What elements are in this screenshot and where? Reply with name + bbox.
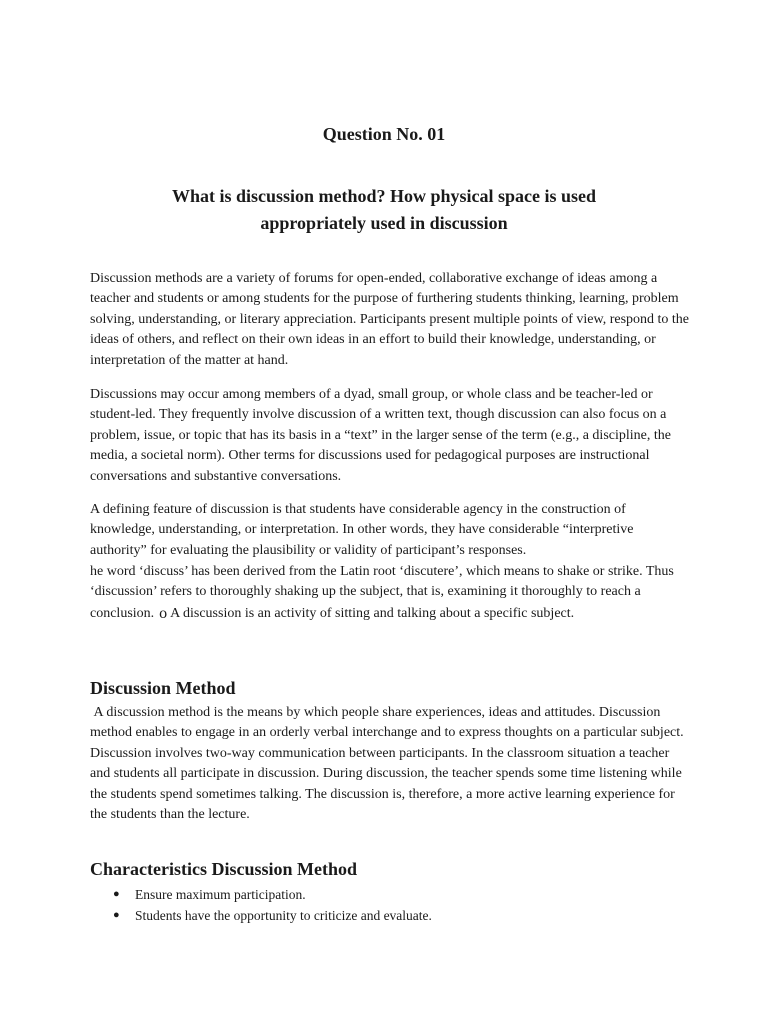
paragraph-discussion-forms: Discussions may occur among members of a dyad, small group, or whole class and be teacher-led or student-led. They frequently involve discussion of a written text, though discussion can also focus on a problem, issue, or topic that has its basis in a “text” in the larger sense of the term (e.g., a discipline, the media, a societal norm). Other terms for discussions used for pedagogical purposes are instructional conversations and substantive conversations. <box>90 387 671 484</box>
etymology-definition-text: A discussion is an activity of sitting and talking about a specific subject. <box>170 605 575 621</box>
discussion-method-text: A discussion method is the means by which people share experiences, ideas and attitudes. Discussion method enables to engage in an orderly verbal interchange and to express thoughts on a particular subject. Discussion involves two-way communication between participants. In the classroom situation a teacher and students all participate in discussion. During discussion, the teacher spends some time listening while the students spend sometimes talking. The discussion is, therefore, a more active learning experience for the students than the lecture. <box>90 705 684 823</box>
section-heading-discussion-method: Discussion Method <box>90 678 236 698</box>
paragraph-etymology <box>90 562 690 624</box>
etymology-text: he word ‘discuss’ has been derived from the Latin root ‘discutere’, which means to shake or strike. Thus ‘discussion’ refers to thoroughly shaking up the subject, that is, examining it thoroughly to reach a conclusion. <box>90 564 674 621</box>
paragraph-definition: Discussion methods are a variety of forums for open-ended, collaborative exchange of ideas among a teacher and students or among students for the purpose of furthering students thinking, learning, problem solving, understanding, or literary appreciation. Participants present multiple points of view, respond to the ideas of others, and reflect on their own ideas in an effort to build their knowledge, understanding, or interpretation of the matter at hand. <box>90 271 690 368</box>
small-circle-icon: o <box>159 604 168 622</box>
list-item-text: Ensure maximum participation. <box>135 887 306 902</box>
list-item-text: Students have the opportunity to criticize and evaluate. <box>135 908 432 923</box>
bullet-icon: ● <box>113 888 120 900</box>
list-item <box>108 905 432 926</box>
question-number-heading: Question No. 01 <box>322 124 446 144</box>
list-item <box>108 884 432 905</box>
question-title: What is discussion method? How physical space is used appropriately used in discussion <box>171 186 597 233</box>
section-heading-characteristics: Characteristics Discussion Method <box>90 859 357 879</box>
paragraph-defining-feature: A defining feature of discussion is that students have considerable agency in the construction of knowledge, understanding, or interpretation. In other words, they have considerable “interpretive authority” for evaluating the plausibility or validity of participant’s responses. <box>90 502 634 558</box>
bullet-icon: ● <box>113 909 120 921</box>
characteristics-list <box>108 884 432 926</box>
paragraph-discussion-method <box>90 703 690 825</box>
